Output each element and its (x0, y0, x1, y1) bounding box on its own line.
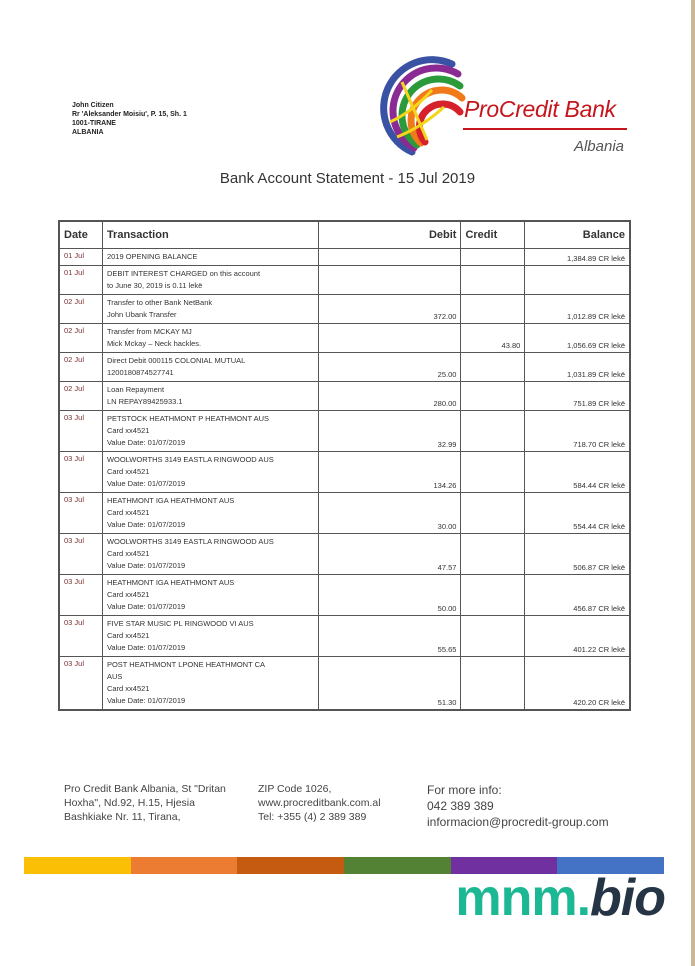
cell-balance: 1,012.89 CR lekë (525, 295, 630, 324)
cell-debit: 134.26 (319, 452, 461, 493)
color-stripe-segment (344, 857, 451, 874)
cell-balance: 401.22 CR lekë (525, 616, 630, 657)
table-row (59, 382, 630, 411)
table-row (59, 452, 630, 493)
transaction-line: HEATHMONT IGA HEATHMONT AUS (106, 578, 235, 587)
transaction-line: Value Date: 01/07/2019 (106, 438, 186, 447)
cell-debit: 55.65 (319, 616, 461, 657)
transaction-line: 1200180874527741 (106, 368, 174, 377)
transaction-line: Value Date: 01/07/2019 (106, 602, 186, 611)
cell-transaction (102, 249, 318, 266)
cell-transaction (102, 575, 318, 616)
recipient-street: Rr 'Aleksander Moisiu', P. 15, Sh. 1 (72, 111, 187, 118)
cell-credit (461, 534, 525, 575)
cell-balance: 420.20 CR lekë (525, 657, 630, 711)
cell-transaction (102, 295, 318, 324)
cell-transaction (102, 493, 318, 534)
cell-balance: 506.87 CR lekë (525, 534, 630, 575)
transaction-line: Card xx4521 (106, 426, 150, 435)
color-stripe-segment (24, 857, 131, 874)
cell-date: 02 Jul (59, 295, 102, 324)
table-row (59, 493, 630, 534)
cell-date: 01 Jul (59, 249, 102, 266)
transaction-line: POST HEATHMONT LPONE HEATHMONT CA (106, 660, 266, 669)
cell-debit: 30.00 (319, 493, 461, 534)
transaction-line: WOOLWORTHS 3149 EASTLA RINGWOOD AUS (106, 537, 274, 546)
footer-info (427, 782, 637, 830)
watermark-part2: bio (590, 869, 665, 927)
cell-transaction (102, 324, 318, 353)
logo-underline (463, 128, 627, 130)
transaction-line: Transfer from MCKAY MJ (106, 327, 192, 336)
transaction-line: Card xx4521 (106, 467, 150, 476)
cell-transaction (102, 657, 318, 711)
watermark-part1: mnm. (455, 869, 591, 927)
cell-credit (461, 452, 525, 493)
table-row (59, 353, 630, 382)
transaction-line: Value Date: 01/07/2019 (106, 561, 186, 570)
footer-website-link[interactable]: www.procreditbank.com.al (258, 797, 381, 809)
cell-date: 03 Jul (59, 616, 102, 657)
cell-date: 02 Jul (59, 324, 102, 353)
cell-balance: 584.44 CR lekë (525, 452, 630, 493)
color-stripe-segment (237, 857, 344, 874)
table-row (59, 575, 630, 616)
transaction-line: to June 30, 2019 is 0.11 lekë (106, 281, 203, 290)
transaction-line: Value Date: 01/07/2019 (106, 520, 186, 529)
table-row (59, 266, 630, 295)
cell-date: 03 Jul (59, 575, 102, 616)
cell-debit: 25.00 (319, 353, 461, 382)
table-header-row (59, 221, 630, 249)
transaction-line: 2019 OPENING BALANCE (106, 252, 198, 261)
cell-credit (461, 493, 525, 534)
cell-debit: 280.00 (319, 382, 461, 411)
globe-logo-icon (372, 52, 472, 162)
cell-transaction (102, 382, 318, 411)
bank-name: ProCredit Bank (464, 96, 616, 122)
cell-credit (461, 382, 525, 411)
transaction-line: AUS (106, 672, 123, 681)
cell-transaction (102, 452, 318, 493)
transaction-line: John Ubank Transfer (106, 310, 177, 319)
footer-address-line: Hoxha", Nd.92, H.15, Hjesia (64, 797, 195, 809)
header-date: Date (59, 221, 102, 249)
cell-credit (461, 295, 525, 324)
transaction-line: WOOLWORTHS 3149 EASTLA RINGWOOD AUS (106, 455, 274, 464)
table-row (59, 616, 630, 657)
table-row (59, 324, 630, 353)
header-debit: Debit (319, 221, 461, 249)
transaction-line: Mick Mckay – Neck hackles. (106, 339, 202, 348)
bank-country: Albania (573, 138, 624, 155)
cell-debit (319, 266, 461, 295)
cell-debit: 47.57 (319, 534, 461, 575)
footer-contact (258, 782, 423, 824)
recipient-city: 1001-TIRANE (72, 120, 116, 127)
cell-credit (461, 575, 525, 616)
transaction-line: PETSTOCK HEATHMONT P HEATHMONT AUS (106, 414, 270, 423)
header-credit: Credit (461, 221, 525, 249)
transaction-line: Card xx4521 (106, 631, 150, 640)
procredit-logo (372, 52, 628, 162)
transactions-table (58, 220, 631, 711)
cell-debit (319, 249, 461, 266)
footer-address-line: Pro Credit Bank Albania, St "Dritan (64, 783, 226, 795)
header-balance: Balance (525, 221, 630, 249)
cell-date: 03 Jul (59, 493, 102, 534)
cell-credit (461, 411, 525, 452)
footer-email-link[interactable]: informacion@procredit-group.com (427, 815, 609, 829)
watermark-logo (455, 868, 665, 928)
recipient-name: John Citizen (72, 102, 114, 109)
transaction-line: Card xx4521 (106, 549, 150, 558)
cell-balance: 554.44 CR lekë (525, 493, 630, 534)
cell-date: 03 Jul (59, 411, 102, 452)
transaction-line: HEATHMONT IGA HEATHMONT AUS (106, 496, 235, 505)
cell-credit: 43.80 (461, 324, 525, 353)
cell-date: 03 Jul (59, 657, 102, 711)
transaction-line: Card xx4521 (106, 684, 150, 693)
cell-credit (461, 266, 525, 295)
cell-transaction (102, 411, 318, 452)
color-stripe-segment (131, 857, 238, 874)
transaction-line: Card xx4521 (106, 508, 150, 517)
transaction-line: Transfer to other Bank NetBank (106, 298, 213, 307)
table-row (59, 295, 630, 324)
cell-transaction (102, 266, 318, 295)
header-transaction: Transaction (102, 221, 318, 249)
footer-address (64, 782, 254, 824)
cell-credit (461, 616, 525, 657)
transaction-line: DEBIT INTEREST CHARGED on this account (106, 269, 261, 278)
cell-debit: 50.00 (319, 575, 461, 616)
cell-debit: 32.99 (319, 411, 461, 452)
transaction-line: Value Date: 01/07/2019 (106, 643, 186, 652)
transaction-line: Card xx4521 (106, 590, 150, 599)
cell-balance: 1,384.89 CR lekë (525, 249, 630, 266)
table-row (59, 411, 630, 452)
cell-credit (461, 249, 525, 266)
transaction-line: FIVE STAR MUSIC PL RINGWOOD VI AUS (106, 619, 254, 628)
cell-transaction (102, 616, 318, 657)
cell-date: 02 Jul (59, 382, 102, 411)
cell-debit: 51.30 (319, 657, 461, 711)
cell-balance (525, 266, 630, 295)
cell-transaction (102, 353, 318, 382)
footer-zip: ZIP Code 1026, (258, 783, 332, 795)
footer-address-line: Bashkiake Nr. 11, Tirana, (64, 811, 181, 823)
cell-date: 03 Jul (59, 452, 102, 493)
cell-balance: 718.70 CR lekë (525, 411, 630, 452)
cell-date: 02 Jul (59, 353, 102, 382)
statement-title: Bank Account Statement - 15 Jul 2019 (219, 170, 476, 187)
footer-info-label: For more info: (427, 783, 502, 797)
recipient-country: ALBANIA (72, 129, 104, 136)
cell-date: 03 Jul (59, 534, 102, 575)
table-row (59, 249, 630, 266)
footer-phone: Tel: +355 (4) 2 389 389 (258, 811, 367, 823)
table-row (59, 534, 630, 575)
recipient-address (72, 101, 187, 137)
page-edge-border (691, 0, 695, 966)
cell-balance: 751.89 CR lekë (525, 382, 630, 411)
cell-balance: 456.87 CR lekë (525, 575, 630, 616)
cell-balance: 1,031.89 CR lekë (525, 353, 630, 382)
cell-credit (461, 657, 525, 711)
transaction-line: Direct Debit 000115 COLONIAL MUTUAL (106, 356, 246, 365)
transaction-line: Value Date: 01/07/2019 (106, 479, 186, 488)
cell-date: 01 Jul (59, 266, 102, 295)
footer-info-phone: 042 389 389 (427, 799, 494, 813)
cell-transaction (102, 534, 318, 575)
transaction-line: Loan Repayment (106, 385, 165, 394)
transaction-line: LN REPAY89425933.1 (106, 397, 183, 406)
cell-debit: 372.00 (319, 295, 461, 324)
table-row (59, 657, 630, 711)
cell-debit (319, 324, 461, 353)
cell-balance: 1,056.69 CR lekë (525, 324, 630, 353)
transaction-line: Value Date: 01/07/2019 (106, 696, 186, 705)
cell-credit (461, 353, 525, 382)
